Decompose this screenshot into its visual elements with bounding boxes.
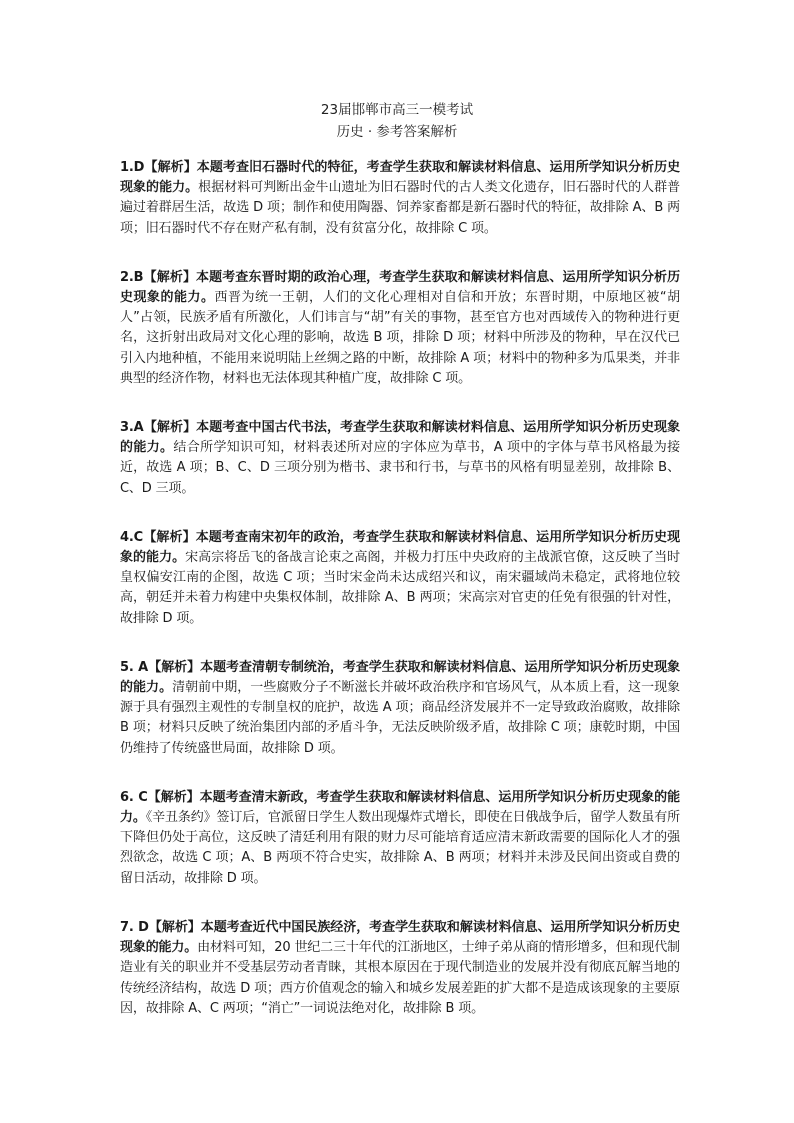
- answer-lead: 3.A【解析】本题考查中国古代书法，考查学生获取和解读材料信息、运用所学知识分析历史现象的能力。: [120, 420, 680, 456]
- answer-item-4: [120, 528, 680, 629]
- answer-body: 《辛丑条约》签订后，官派留日学生人数出现爆炸式增长，即使在日俄战争后，留学人数虽有所下降但仍处于高位，这反映了清廷利用有限的财力尽可能培育适应清末新政需要的国际化人才的强烈欲念，故选 C 项；A、B 两项不符合史实，故排除 A、B 两项；材料并未涉及民间出资或自费的留日活动，故排除 D 项。: [120, 810, 681, 886]
- exam-subtitle: 历史 · 参考答案解析: [336, 124, 458, 140]
- answer-body: 清朝前中期，一些腐败分子不断滋长并破坏政治秩序和官场风气，从本质上看，这一现象源于具有强烈主观性的专制皇权的庇护，故选 A 项；商品经济发展并不一定导致政治腐败，故排除 B 项；材料只反映了统治集团内部的矛盾斗争，无法反映阶级矛盾，故排除 C 项；康乾时期，中国仍维持了传统盛世局面，故排除 D 项。: [120, 680, 680, 756]
- answer-lead: 1.D【解析】本题考查旧石器时代的特征，考查学生获取和解读材料信息、运用所学知识分析历史现象的能力。: [120, 160, 680, 196]
- answer-item-7: [120, 918, 680, 1019]
- answer-lead: 5. A【解析】本题考查清朝专制统治，考查学生获取和解读材料信息、运用所学知识分析历史现象的能力。: [120, 659, 680, 696]
- answer-lead: 4.C【解析】本题考查南宋初年的政治，考查学生获取和解读材料信息、运用所学知识分析历史现象的能力。: [120, 529, 680, 566]
- answer-item-5: [120, 658, 680, 759]
- answer-lead: 6. C【解析】本题考查清末新政，考查学生获取和解读材料信息、运用所学知识分析历史现象的能力。: [120, 789, 680, 826]
- answer-item-3: [120, 418, 680, 499]
- answer-lead: 7. D【解析】本题考查近代中国民族经济，考查学生获取和解读材料信息、运用所学知识分析历史现象的能力。: [120, 919, 680, 956]
- answer-body: 宋高宗将岳飞的备战言论束之高阁，并极力打压中央政府的主战派官僚，这反映了当时皇权偏安江南的企图，故选 C 项；当时宋金尚未达成绍兴和议，南宋疆域尚未稳定，武将地位较高，朝廷并未着力构建中央集权体制，故排除 A、B 两项；宋高宗对官吏的任免有很强的针对性，故排除 D 项。: [120, 550, 680, 626]
- answer-item-2: [120, 268, 680, 389]
- answer-body: 结合所学知识可知，材料表述所对应的字体应为草书，A 项中的字体与草书风格最为接近，故选 A 项；B、C、D 三项分别为楷书、隶书和行书，与草书的风格有明显差别，故排除 B、C、D 三项。: [120, 440, 680, 496]
- answer-item-1: [120, 158, 680, 239]
- answer-body: 根据材料可判断出金牛山遗址为旧石器时代的古人类文化遗存，旧石器时代的人群普遍过着群居生活，故选 D 项；制作和使用陶器、饲养家畜都是新石器时代的特征，故排除 A、B 两项；旧石器时代不存在财产私有制，没有贫富分化，故排除 C 项。: [120, 180, 680, 236]
- answer-body: 由材料可知，20 世纪二三十年代的江浙地区，士绅子弟从商的情形增多，但和现代制造业有关的职业并不受基层劳动者青睐，其根本原因在于现代制造业的发展并没有彻底瓦解当地的传统经济结构，故选 D 项；西方价值观念的输入和城乡发展差距的扩大都不是造成该现象的主要原因，故排除 A、C 两项；“消亡”一词说法绝对化，故排除 B 项。: [120, 940, 680, 1016]
- answer-lead: 2.B【解析】本题考查东晋时期的政治心理，考查学生获取和解读材料信息、运用所学知识分析历史现象的能力。: [120, 269, 680, 306]
- exam-title: 23届邯郸市高三一模考试: [320, 102, 474, 118]
- document-header: [0, 99, 794, 143]
- answer-body: 西晋为统一王朝，人们的文化心理相对自信和开放；东晋时期，中原地区被“胡人”占领，民族矛盾有所激化，人们讳言与“胡”有关的事物，甚至官方也对西域传入的物种进行更名，这折射出政局对文化心理的影响，故选 B 项，排除 D 项；材料中所涉及的物种，早在汉代已引入内地种植，不能用来说明陆上丝绸之路的中断，故排除 A 项；材料中的物种多为瓜果类，并非典型的经济作物，材料也无法体现其种植广度，故排除 C 项。: [120, 290, 680, 386]
- answer-item-6: [120, 788, 680, 889]
- answer-list: [120, 158, 680, 1048]
